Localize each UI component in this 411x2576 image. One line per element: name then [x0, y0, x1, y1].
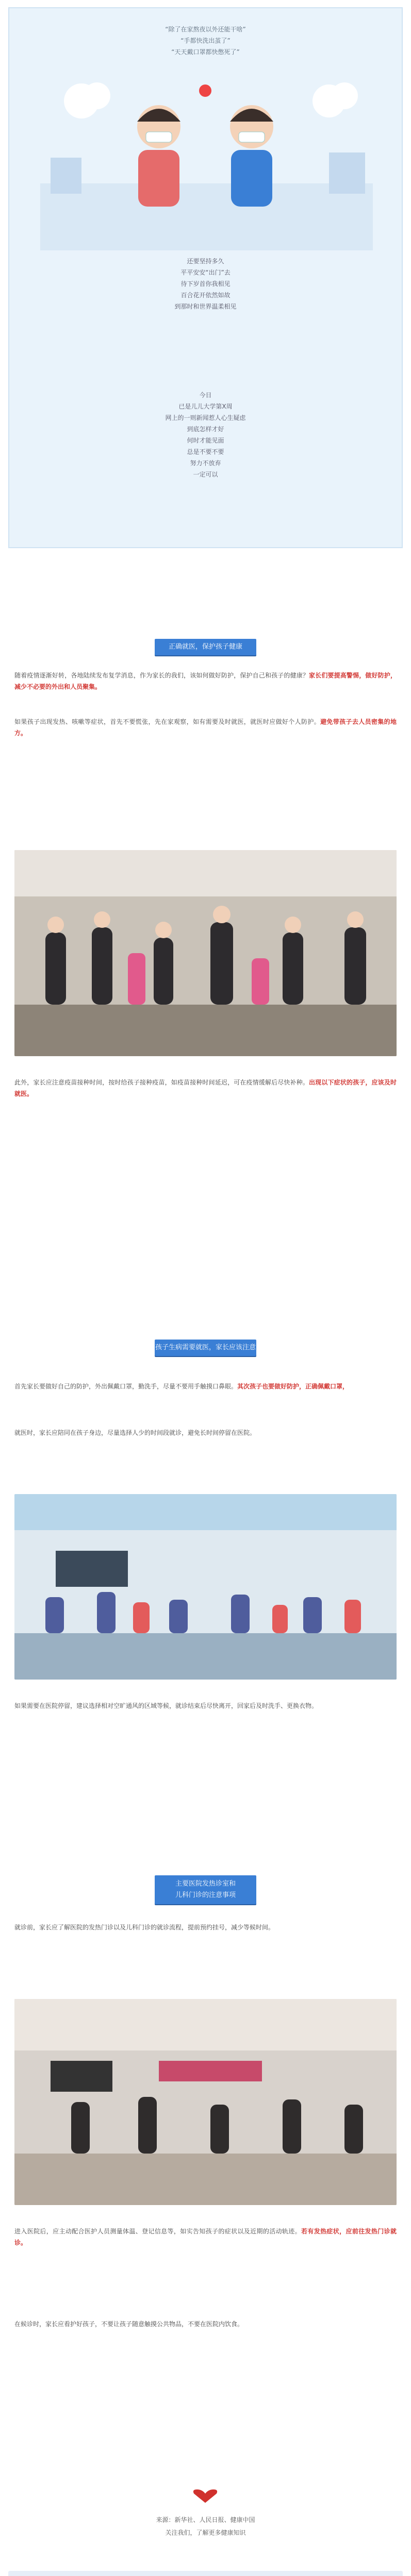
poem-line: 到那时和世界温柔相见 [174, 303, 237, 310]
highlight-text: 家长们要提高警惕，做好防护，减少不必要的外出和人员聚集。 [14, 672, 397, 690]
hero-quote: “除了在家熬夜以外还能干啥” [165, 26, 246, 33]
hero-card [8, 7, 403, 548]
hero-poem-2 [9, 389, 402, 480]
poem-line: 还要坚持多久 [187, 258, 224, 265]
hero-quote: “天天戴口罩都快憋死了” [171, 48, 240, 56]
hospital-waiting-photo [14, 850, 397, 1056]
poem-line: 今日 [199, 392, 212, 399]
paragraph: 就医时，家长应陪同在孩子身边，尽量选择人少的时间段就诊，避免长时间停留在医院。 [14, 1429, 256, 1436]
highlight-text: 出现以下症状的孩子，应该及时就医。 [14, 1079, 397, 1097]
poem-line: 已是儿儿大学第X周 [178, 403, 233, 410]
qa-card [8, 2571, 403, 2576]
hero-illustration [40, 65, 373, 250]
poem-line: 网上的一则新闻惹人心生疑虑 [165, 414, 246, 421]
poem-line: 待下岁首你我相见 [180, 280, 231, 287]
poem-line: 何时才能见面 [187, 437, 224, 444]
section-title-line: 儿科门诊的注意事项 [175, 1891, 236, 1899]
paragraph [14, 716, 397, 739]
paragraph [14, 2226, 397, 2248]
paragraph: 如果需要在医院停留，建议选择相对空旷通风的区域等候，就诊结束后尽快离开，回家后及时洗手、更换衣物。 [14, 1702, 318, 1709]
closing-text: 来源：新华社、人民日报、健康中国 [156, 2516, 255, 2523]
paragraph: 就诊前，家长应了解医院的发热门诊以及儿科门诊的就诊流程，提前预约挂号，减少等候时间。 [14, 1924, 275, 1931]
paragraph-text: 随着疫情逐渐好转，各地陆续发布复学消息，作为家长的我们，该如何做好防护，保护自己和孩子的健康？ [14, 672, 309, 679]
section-title-line: 主要医院发热诊室和 [175, 1880, 236, 1888]
clinic-waiting-area-photo [14, 1494, 397, 1680]
paragraph-text: 如果孩子出现发热、咳嗽等症状，首先不要慌张，先在家观察，如有需要及时就医，就医时应做好个人防护。 [14, 718, 321, 725]
paragraph-text: 首先家长要做好自己的防护，外出佩戴口罩，勤洗手，尽量不要用手触摸口鼻眼。 [14, 1383, 238, 1390]
virus-icon [199, 84, 211, 97]
paragraph-text: 此外，家长应注意疫苗接种时间，按时给孩子接种疫苗，如疫苗接种时间延迟，可在疫情缓解后尽快补种。 [14, 1079, 309, 1086]
hero-quote: “手都快洗出茧了” [180, 37, 231, 44]
highlight-text: 若有发热症状，应前往发热门诊就诊。 [14, 2228, 397, 2246]
closing-text: 关注我们，了解更多健康知识 [165, 2529, 246, 2536]
paragraph-text: 进入医院后，应主动配合医护人员测量体温、登记信息等，如实告知孩子的症状以及近期的活动轨迹。 [14, 2228, 301, 2235]
paragraph [14, 1381, 397, 1392]
pediatric-clinic-hall-photo [14, 1999, 397, 2205]
poem-line: 平平安安“出门”去 [180, 269, 231, 276]
heart-ribbon-icon [190, 2488, 221, 2504]
highlight-text: 其次孩子也要做好防护，正确佩戴口罩， [237, 1383, 349, 1390]
hero-quotes [9, 24, 402, 58]
child-figure-left [137, 105, 180, 207]
child-figure-right [230, 105, 273, 207]
hero-poem [9, 256, 402, 312]
highlight-text: 避免带孩子去人员密集的地方。 [14, 718, 397, 737]
section-title [155, 1875, 256, 1904]
poem-line: 百合花开依然如故 [180, 292, 231, 299]
poem-line: 一定可以 [193, 471, 218, 478]
section-title: 孩子生病需要就医，家长应该注意 [155, 1340, 256, 1356]
poem-line: 总是不要不要 [187, 448, 224, 455]
paragraph [14, 1077, 397, 1099]
section-title: 正确就医，保护孩子健康 [155, 639, 256, 655]
paragraph: 在候诊时，家长应看护好孩子，不要让孩子随意触摸公共物品，不要在医院内饮食。 [14, 2320, 244, 2328]
paragraph [14, 670, 397, 692]
poem-line: 到底怎样才好 [187, 426, 224, 433]
poem-line: 努力不放弃 [190, 460, 221, 467]
